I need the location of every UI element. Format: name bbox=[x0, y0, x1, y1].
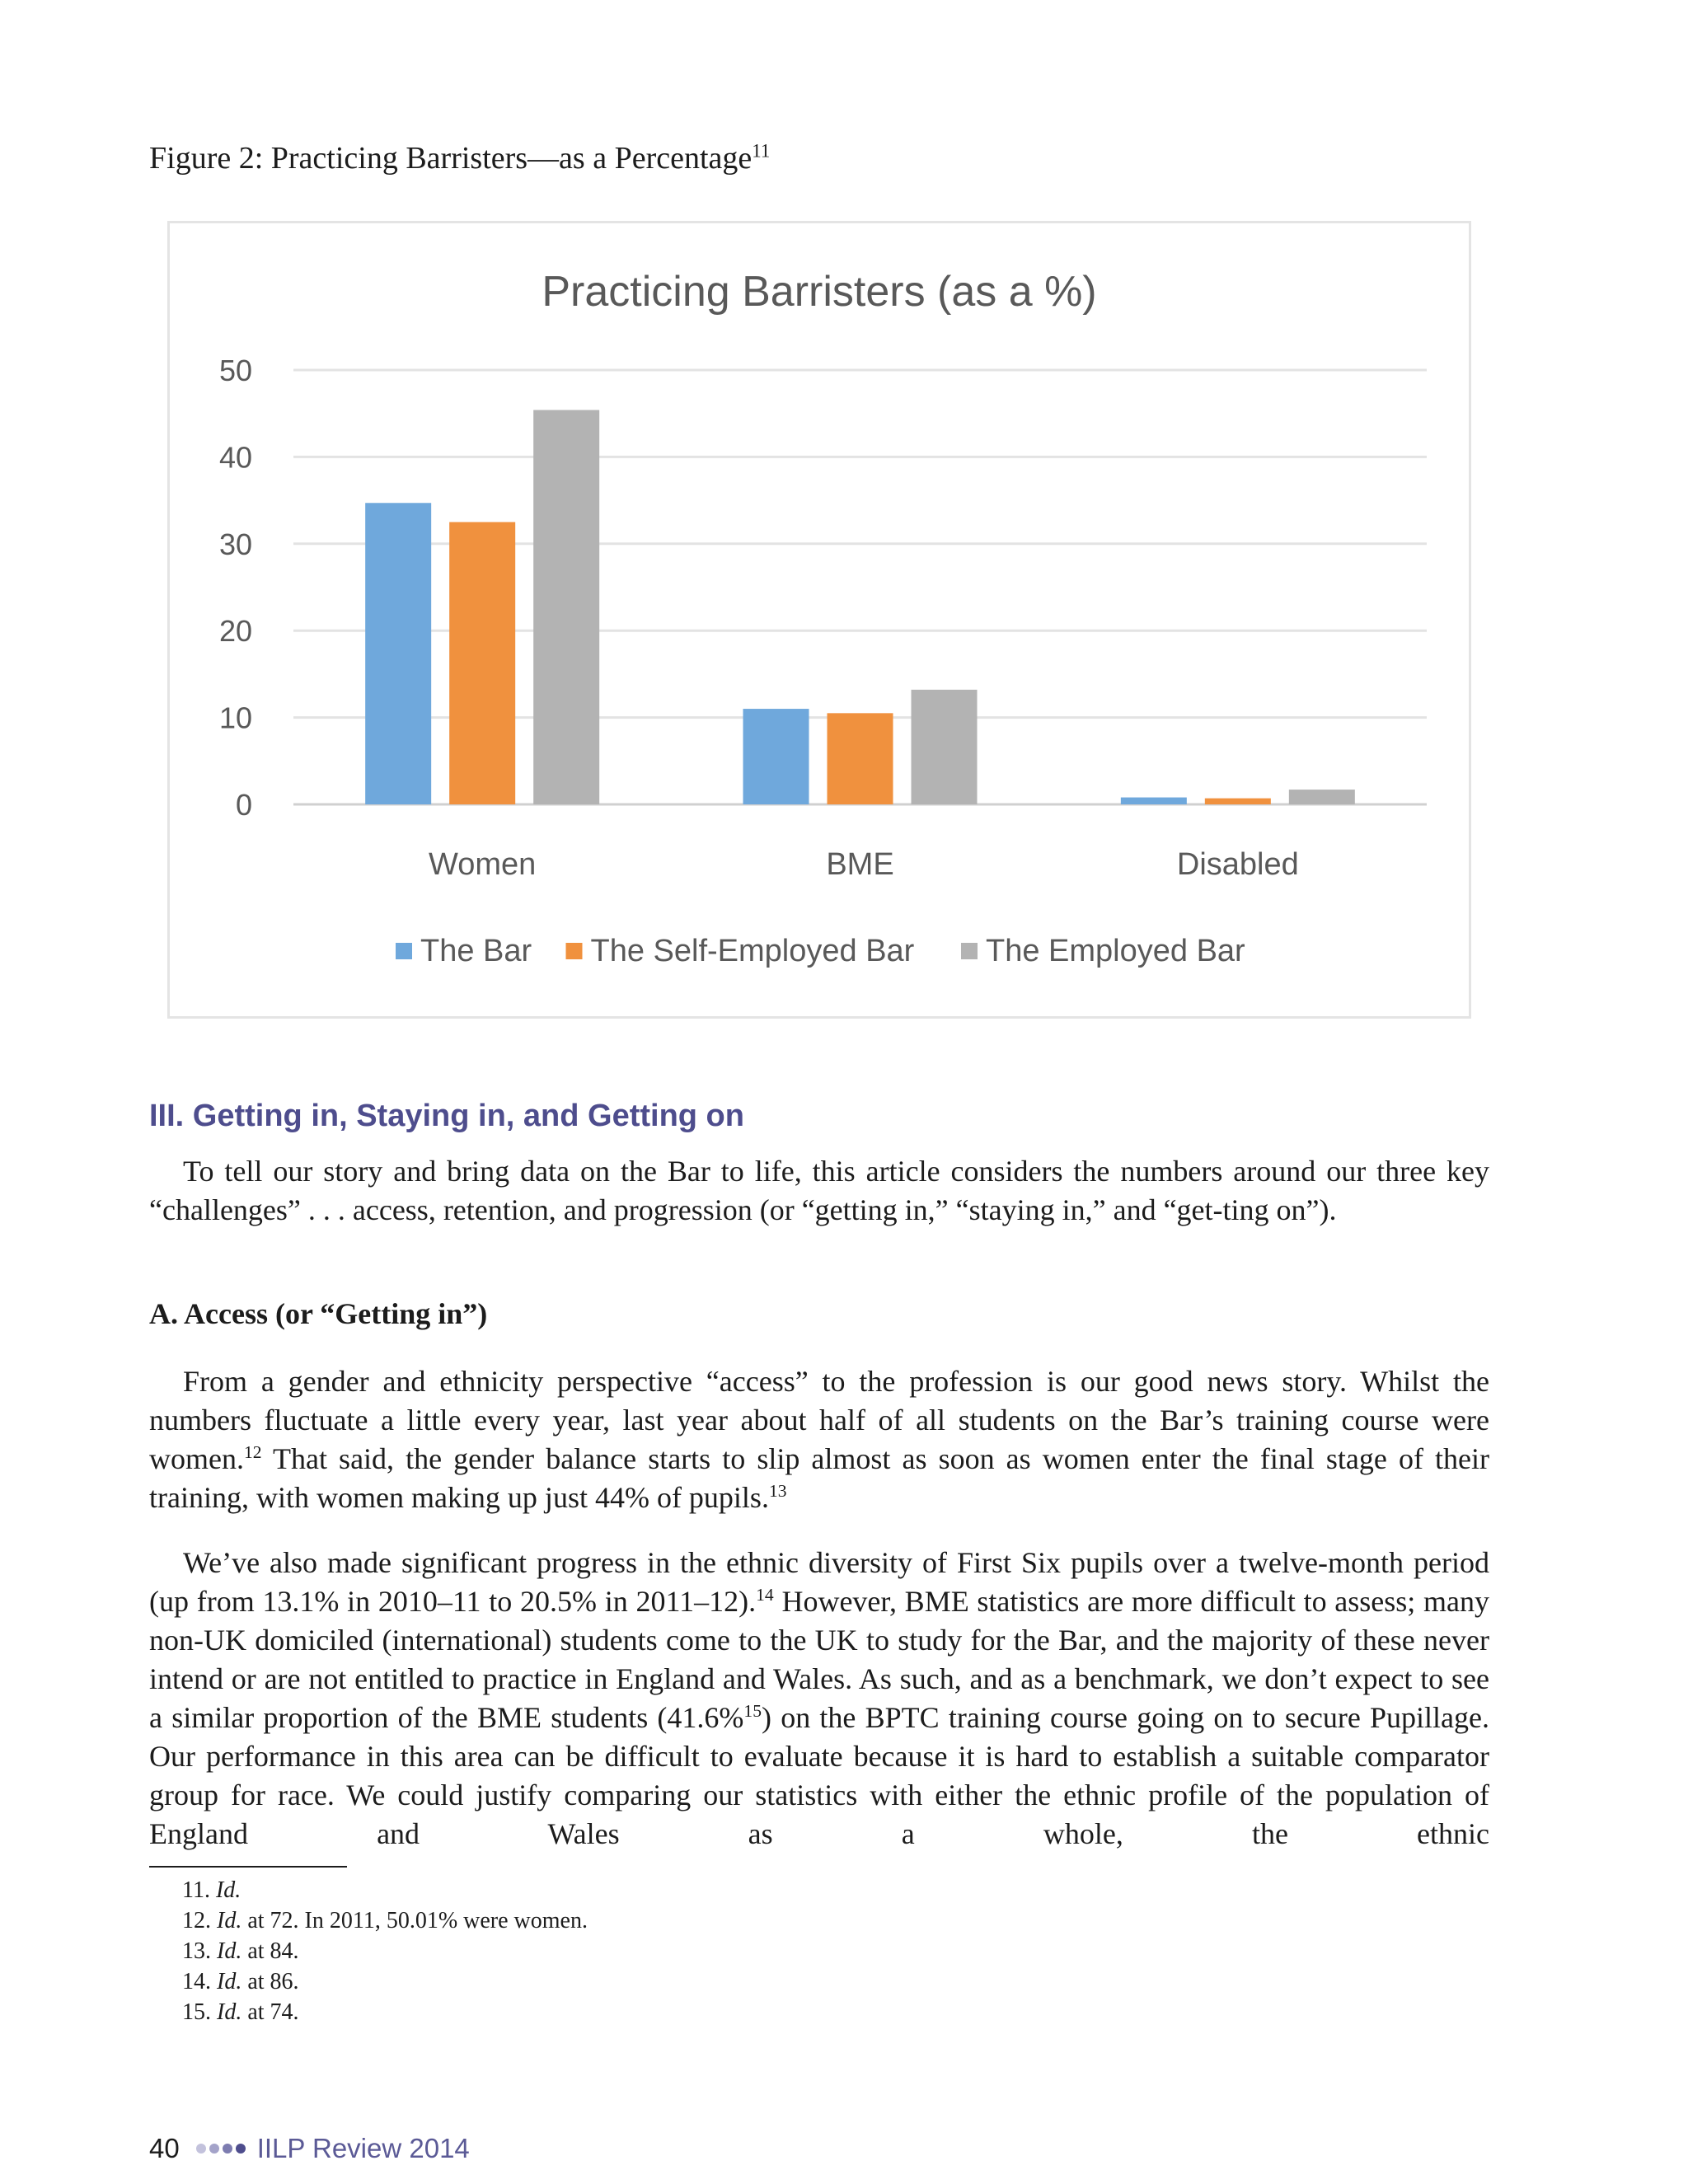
section-heading: III. Getting in, Staying in, and Getting on bbox=[149, 1099, 744, 1133]
access-paragraph-2 bbox=[149, 1544, 1489, 1854]
legend-label: The Employed Bar bbox=[986, 934, 1245, 968]
footnote-ref-15: 15 bbox=[743, 1701, 762, 1721]
y-tick-label: 50 bbox=[218, 354, 252, 387]
bar bbox=[912, 690, 978, 804]
footnote-ref: Id. bbox=[217, 1999, 242, 2025]
x-category-label: Women bbox=[429, 847, 537, 882]
footnote-ref-12: 12 bbox=[243, 1442, 262, 1462]
bar bbox=[533, 410, 599, 804]
footnote-number: 12. bbox=[182, 1908, 211, 1933]
footer-dot bbox=[223, 2144, 232, 2154]
access-paragraph-2-text-c: ) on the BPTC training course going on to secure Pupillage. Our performance in this area can be difficult to evaluate because it is hard to establish a suitable comparator group for race. We could justify comparing our statistics with either the ethnic profile of the population of England and Wales as a whole, the ethnic bbox=[149, 1701, 1489, 1850]
journal-name: IILP Review 2014 bbox=[256, 2133, 470, 2163]
footnote-item bbox=[182, 1905, 588, 1936]
footnote-item bbox=[182, 1936, 588, 1966]
footnote-number: 13. bbox=[182, 1938, 211, 1964]
access-paragraph-2-text-a: We’ve also made significant progress in the ethnic diversity of First Six pupils over a twelve-month period (up from 13.1% in 2010–11 to 20.5% in 2011–12). bbox=[149, 1546, 1489, 1618]
footnote-list bbox=[182, 1875, 588, 2027]
access-paragraph-1-text-b: That said, the gender balance starts to slip almost as soon as women enter the final stage of their training, with women making up just 44% of pupils. bbox=[149, 1442, 1489, 1514]
footnote-number: 15. bbox=[182, 1999, 211, 2025]
footnote-item bbox=[182, 1875, 588, 1905]
footnote-text: at 86. bbox=[241, 1969, 299, 1994]
chart-title: Practicing Barristers (as a %) bbox=[542, 268, 1097, 316]
legend-swatch bbox=[396, 943, 412, 959]
intro-paragraph: To tell our story and bring data on the Bar to life, this article considers the numbers around our three key “challenges” . . . access, retention, and progression (or “getting in,” “staying in,” and “get-ting on”). bbox=[149, 1155, 1489, 1226]
x-category-label: Disabled bbox=[1176, 847, 1299, 882]
bar bbox=[449, 522, 515, 804]
footnote-ref: Id. bbox=[217, 1908, 242, 1933]
access-paragraph-1 bbox=[149, 1362, 1489, 1517]
legend-label: The Bar bbox=[420, 934, 532, 968]
y-tick-label: 40 bbox=[218, 440, 252, 475]
footnote-divider bbox=[149, 1866, 347, 1868]
figure-caption-footnote: 11 bbox=[752, 140, 771, 162]
footnote-item bbox=[182, 1997, 588, 2027]
footnote-text: at 74. bbox=[241, 1999, 299, 2025]
y-tick-label: 0 bbox=[235, 788, 252, 822]
subsection-heading: A. Access (or “Getting in”) bbox=[149, 1297, 488, 1330]
access-paragraph-1-text-a: From a gender and ethnicity perspective “access” to the profession is our good news story. Whilst the numbers fluctuate a little every year, last year about half of all students on the Bar’s training course were women. bbox=[149, 1365, 1489, 1475]
y-tick-label: 20 bbox=[218, 614, 252, 649]
x-category-label: BME bbox=[826, 847, 894, 882]
page-footer bbox=[149, 2133, 470, 2164]
legend-swatch bbox=[961, 943, 978, 959]
legend-swatch bbox=[566, 943, 583, 959]
bar bbox=[1121, 798, 1187, 804]
access-paragraph-2-text-b: However, BME statistics are more difficult to assess; many non-UK domiciled (international) students come to the UK to study for the Bar, and the majority of these never intend or are not entitled to practice in England and Wales. As such, and as a benchmark, we don’t expect to see a similar proportion of the BME students (41.6% bbox=[149, 1585, 1490, 1734]
footer-dot bbox=[196, 2144, 206, 2154]
figure-caption-text: Figure 2: Practicing Barristers—as a Percentage bbox=[149, 141, 753, 176]
chart-frame bbox=[167, 221, 1471, 1019]
footer-dot bbox=[209, 2144, 219, 2154]
footnote-text: at 84. bbox=[241, 1938, 299, 1964]
bar bbox=[1289, 790, 1355, 804]
footnote-ref-14: 14 bbox=[756, 1585, 774, 1605]
bar bbox=[1205, 799, 1271, 804]
footer-dots bbox=[196, 2144, 249, 2154]
footnote-ref: Id. bbox=[217, 1938, 242, 1964]
y-tick-label: 30 bbox=[218, 527, 252, 561]
page-number: 40 bbox=[149, 2133, 180, 2163]
bar bbox=[828, 713, 893, 804]
footnote-ref: Id. bbox=[217, 1969, 242, 1994]
footnote-text: at 72. In 2011, 50.01% were women. bbox=[241, 1908, 588, 1933]
bar bbox=[743, 709, 809, 804]
footnote-ref-13: 13 bbox=[768, 1481, 787, 1501]
footnote-ref: Id. bbox=[215, 1877, 241, 1903]
footnote-number: 11. bbox=[182, 1877, 210, 1903]
bar-chart bbox=[170, 223, 1469, 1016]
footnote-number: 14. bbox=[182, 1969, 211, 1994]
legend-label: The Self-Employed Bar bbox=[590, 934, 915, 968]
y-tick-label: 10 bbox=[218, 701, 252, 735]
figure-caption bbox=[149, 140, 770, 176]
footer-dot bbox=[236, 2144, 246, 2154]
bar bbox=[365, 503, 431, 804]
footnote-item bbox=[182, 1966, 588, 1997]
